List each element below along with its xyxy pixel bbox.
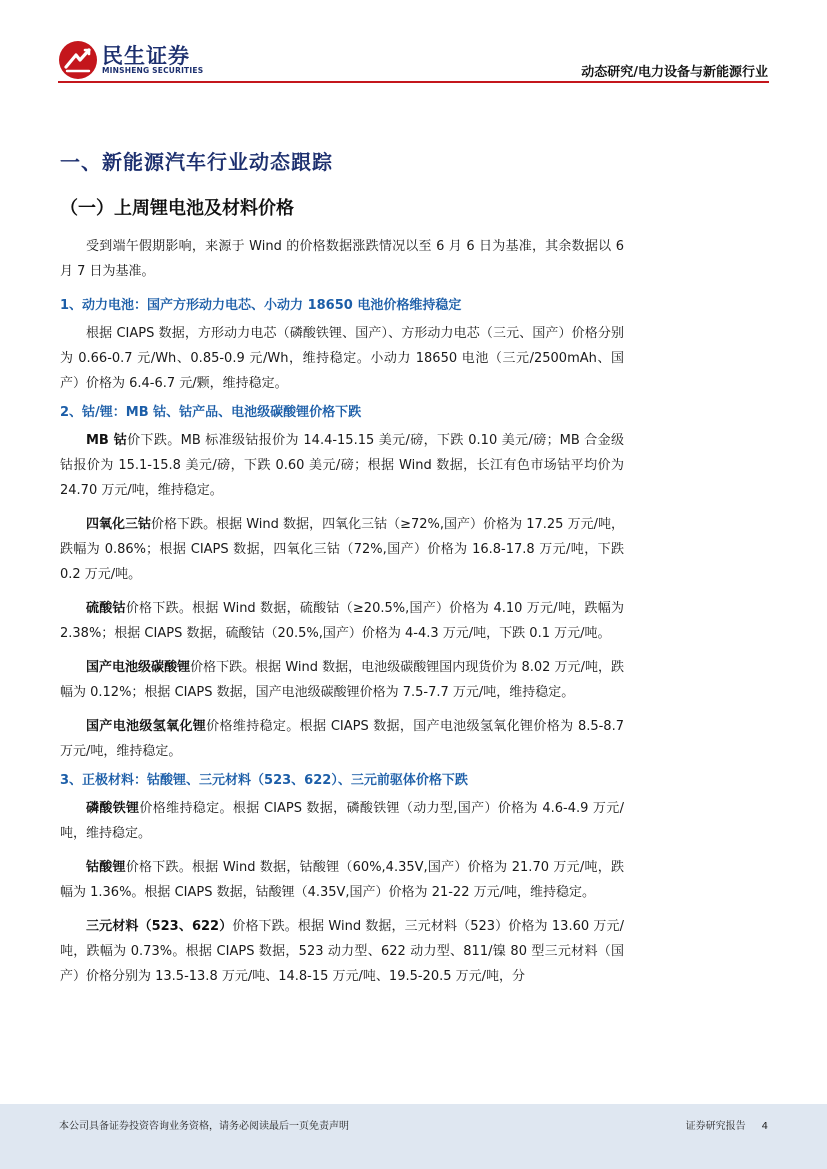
paragraph-lco xyxy=(60,855,624,905)
paragraph-mb-cobalt xyxy=(60,428,624,503)
paragraph-text: 价格下跌。根据 Wind 数据，三元材料（523）价格为 13.60 万元/吨，跌幅为 0.73%。根据 CIAPS 数据，523 动力型、622 动力型、811/镍 80 型三元材料（国产）价格分别为 13.5-13.8 万元/吨、14.8-15 万元/吨、19.5-20.5 万元/吨，分 xyxy=(60,919,624,984)
paragraph-lead: 硫酸钴 xyxy=(86,601,126,616)
topic-heading-cathode: 3、正极材料：钴酸锂、三元材料（523、622）、三元前驱体价格下跌 xyxy=(60,773,468,788)
page-footer xyxy=(0,1104,827,1169)
paragraph-text: 根据 CIAPS 数据，方形动力电芯（磷酸铁锂、国产）、方形动力电芯（三元、国产）价格分别为 0.66-0.7 元/Wh、0.85-0.9 元/Wh，维持稳定。小动力 18650 电池（三元/2500mAh、国产）价格为 6.4-6.7 元/颗，维持稳定。 xyxy=(60,326,624,391)
paragraph-lead: 国产电池级氢氧化锂 xyxy=(86,719,207,734)
paragraph-lead: MB 钴 xyxy=(86,433,128,448)
paragraph-battery-prices xyxy=(60,321,624,396)
document-body xyxy=(60,146,624,998)
page-number: 4 xyxy=(761,1121,768,1132)
disclaimer-notice: 本公司具备证券投资咨询业务资格，请务必阅读最后一页免责声明 xyxy=(59,1121,349,1132)
paragraph-text: 价格下跌。根据 Wind 数据，电池级碳酸锂国内现货价为 8.02 万元/吨，跌幅为 0.12%；根据 CIAPS 数据，国产电池级碳酸锂价格为 7.5-7.7 万元/吨，维持稳定。 xyxy=(60,660,624,700)
page-header xyxy=(0,0,827,84)
subsection-heading: （一）上周锂电池及材料价格 xyxy=(60,198,294,219)
paragraph-text: 价格下跌。根据 Wind 数据，硫酸钴（≥20.5%,国产）价格为 4.10 万元/吨，跌幅为 2.38%；根据 CIAPS 数据，硫酸钴（20.5%,国产）价格为 4-4.3 万元/吨，下跌 0.1 万元/吨。 xyxy=(60,601,624,641)
paragraph-lithium-carbonate xyxy=(60,655,624,705)
paragraph-text: 价格下跌。根据 Wind 数据，钴酸锂（60%,4.35V,国产）价格为 21.70 万元/吨，跌幅为 1.36%。根据 CIAPS 数据，钴酸锂（4.35V,国产）价格为 21-22 万元/吨，维持稳定。 xyxy=(60,860,624,900)
paragraph-cobalt-sulfate xyxy=(60,596,624,646)
paragraph-lead: 磷酸铁锂 xyxy=(86,801,140,816)
paragraph-lfp xyxy=(60,796,624,846)
paragraph-lithium-hydroxide xyxy=(60,714,624,764)
footer-info xyxy=(686,1117,768,1132)
report-type: 证券研究报告 xyxy=(685,1121,746,1132)
topic-heading-cobalt-lithium: 2、钴/锂：MB 钴、钴产品、电池级碳酸锂价格下跌 xyxy=(60,405,362,420)
section-heading: 一、新能源汽车行业动态跟踪 xyxy=(60,150,333,174)
topic-heading-battery: 1、动力电池：国产方形动力电芯、小动力 18650 电池价格维持稳定 xyxy=(60,298,462,313)
paragraph-lead: 四氧化三钴 xyxy=(86,517,152,532)
report-category: 动态研究/电力设备与新能源行业 xyxy=(581,65,768,80)
paragraph-text: 价格维持稳定。根据 CIAPS 数据，国产电池级氢氧化锂价格为 8.5-8.7 万元/吨，维持稳定。 xyxy=(60,719,624,759)
paragraph-lead: 国产电池级碳酸锂 xyxy=(86,660,191,675)
paragraph-cobalt-oxide xyxy=(60,512,624,587)
header-divider xyxy=(58,81,769,83)
paragraph-ternary xyxy=(60,914,624,989)
minsheng-logo-icon xyxy=(58,40,98,80)
paragraph-lead: 钴酸锂 xyxy=(86,860,126,875)
paragraph-lead: 三元材料（523、622） xyxy=(86,919,233,934)
logo-english-name: MINSHENG SECURITIES xyxy=(102,66,204,75)
intro-paragraph: 受到端午假期影响，来源于 Wind 的价格数据涨跌情况以至 6 月 6 日为基准，其余数据以 6 月 7 日为基准。 xyxy=(60,239,624,279)
paragraph-text: 价格维持稳定。根据 CIAPS 数据，磷酸铁锂（动力型,国产）价格为 4.6-4.9 万元/吨，维持稳定。 xyxy=(60,801,624,841)
logo-chinese-name: 民生证券 xyxy=(102,44,190,68)
paragraph-text: 价下跌。MB 标准级钴报价为 14.4-15.15 美元/磅，下跌 0.10 美元/磅；MB 合金级钴报价为 15.1-15.8 美元/磅，下跌 0.60 美元/磅；根据 Wind 数据，长江有色市场钴平均价为 24.70 万元/吨，维持稳定。 xyxy=(60,433,624,498)
paragraph-text: 价格下跌。根据 Wind 数据，四氧化三钴（≥72%,国产）价格为 17.25 万元/吨，跌幅为 0.86%；根据 CIAPS 数据，四氧化三钴（72%,国产）价格为 16.8-17.8 万元/吨，下跌 0.2 万元/吨。 xyxy=(60,517,624,582)
company-logo xyxy=(58,40,218,80)
